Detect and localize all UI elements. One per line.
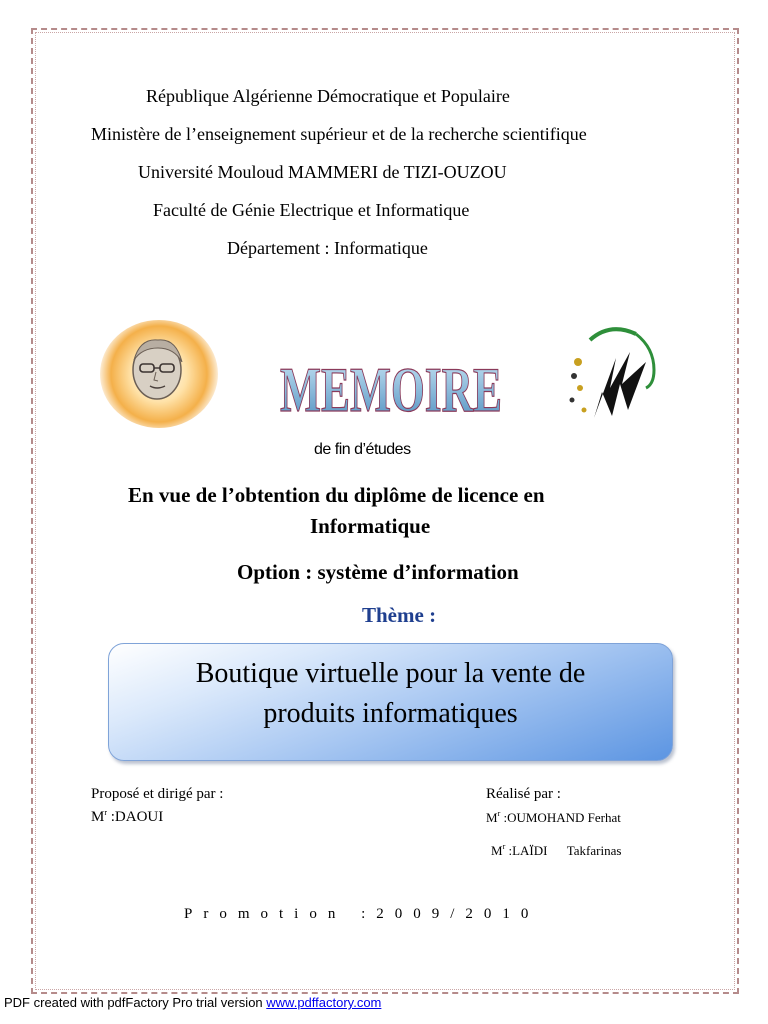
degree-line-1: En vue de l’obtention du diplôme de licence en xyxy=(128,483,545,507)
degree-line-2: Informatique xyxy=(310,514,431,538)
republic-heading: République Algérienne Démocratique et Populaire xyxy=(146,86,510,106)
author-1-name: :OUMOHAND Ferhat xyxy=(500,810,621,825)
author-1-prefix: M xyxy=(486,810,498,825)
portrait-image xyxy=(100,320,218,428)
memoire-subtitle: de fin d’études xyxy=(314,441,411,458)
university-logo-icon xyxy=(550,318,670,426)
memoire-text: MEMOIRE xyxy=(280,354,502,425)
author-1 xyxy=(486,809,621,826)
portrait-face-icon xyxy=(100,320,218,428)
footer-link[interactable]: www.pdffactory.com xyxy=(266,995,382,1010)
department-heading: Département : Informatique xyxy=(227,238,428,258)
pdf-footer xyxy=(4,995,381,1010)
memoire-wordart xyxy=(276,345,506,425)
option-line: Option : système d’information xyxy=(237,560,519,584)
university-heading: Université Mouloud MAMMERI de TIZI-OUZOU xyxy=(138,162,507,182)
promotion-line: Promotion :2009/2010 xyxy=(184,906,540,922)
author-2-prefix: M xyxy=(491,843,503,858)
supervisor-prefix: M xyxy=(91,809,105,825)
theme-title-line-2: produits informatiques xyxy=(263,698,518,729)
footer-text: PDF created with pdfFactory Pro trial version xyxy=(4,995,267,1010)
author-2 xyxy=(491,842,621,859)
supervisor-name-text: :DAOUI xyxy=(107,809,164,825)
faculty-heading: Faculté de Génie Electrique et Informatique xyxy=(153,200,470,220)
author-2-sup: r xyxy=(502,842,506,851)
supervisor-sup: r xyxy=(104,808,108,817)
supervisor-label: Proposé et dirigé par : xyxy=(91,786,224,802)
author-1-sup: r xyxy=(497,809,501,818)
theme-title xyxy=(109,654,672,734)
ministry-heading: Ministère de l’enseignement supérieur et de la recherche scientifique xyxy=(91,124,587,144)
supervisor-name xyxy=(91,808,163,826)
theme-title-line-1: Boutique virtuelle pour la vente de xyxy=(195,658,586,689)
authors-label: Réalisé par : xyxy=(486,786,561,802)
theme-box xyxy=(108,643,673,761)
theme-label: Thème : xyxy=(362,603,437,627)
author-2-name: :LAÏDI Takfarinas xyxy=(505,843,622,858)
